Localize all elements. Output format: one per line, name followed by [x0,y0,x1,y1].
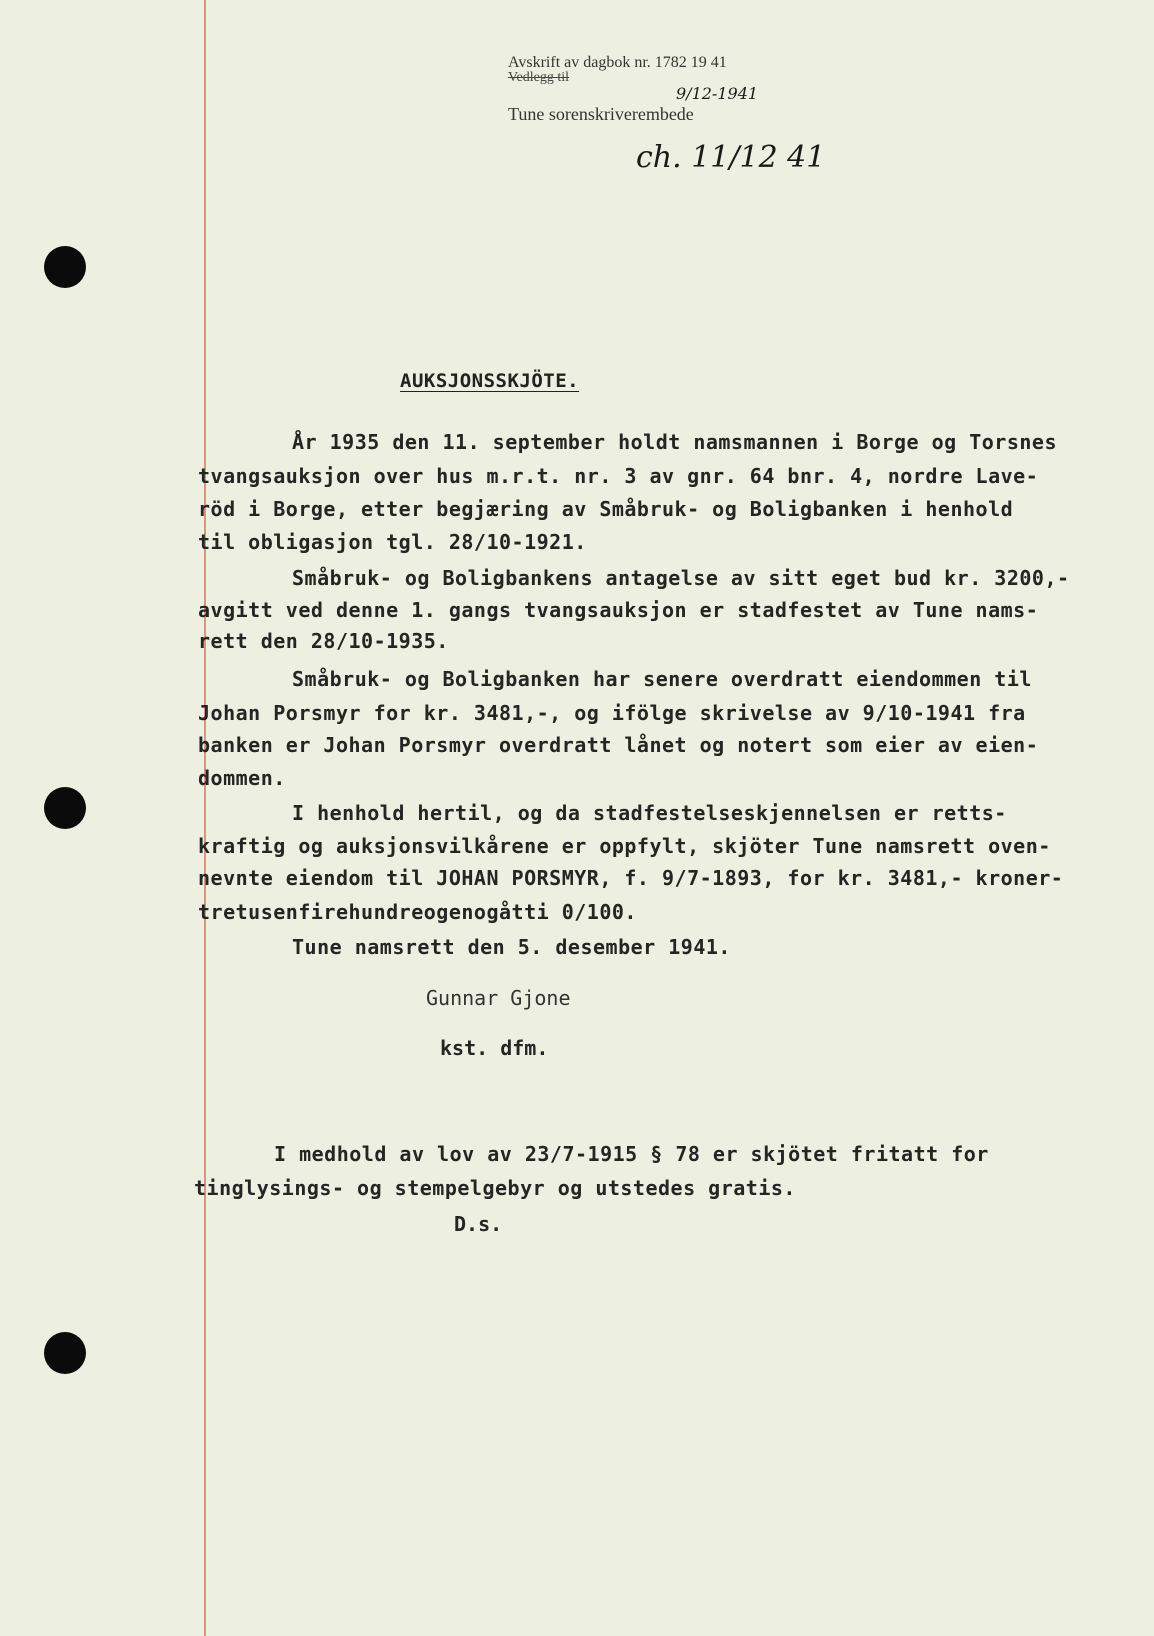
body-line-3: röd i Borge, etter begjæring av Småbruk- og Boligbanken i henhold [198,497,1014,521]
body-line-12: I henhold hertil, og da stadfestelseskjennelsen er retts- [292,801,1007,825]
note-line-2: tinglysings- og stempelgebyr og utstedes gratis. [194,1176,796,1200]
stamp-struck-word: Vedlegg til [508,70,570,85]
body-line-11: dommen. [198,766,286,790]
body-line-4: til obligasjon tgl. 28/10-1921. [198,530,587,554]
body-line-5: Småbruk- og Boligbankens antagelse av sitt eget bud kr. 3200,- [292,566,1070,590]
note-line-1: I medhold av lov av 23/7-1915 § 78 er skjötet fritatt for [274,1142,989,1166]
body-line-8: Småbruk- og Boligbanken har senere overdratt eiendommen til [292,667,1032,691]
body-line-7: rett den 28/10-1935. [198,629,449,653]
body-line-2: tvangsauksjon over hus m.r.t. nr. 3 av gnr. 64 bnr. 4, nordre Lave- [198,464,1039,488]
body-line-1: År 1935 den 11. september holdt namsmannen i Borge og Torsnes [292,430,1058,454]
punch-hole-middle [44,787,86,829]
signature-name: Gunnar Gjone [426,986,571,1010]
stamp-line-2: Tune sorenskriverembede [508,104,694,124]
closing-mark: D.s. [454,1212,503,1236]
handwritten-date: 9/12-1941 [676,84,759,103]
punch-hole-top [44,246,86,288]
document-title: AUKSJONSSKJÖTE. [400,370,580,392]
handwritten-initials: ch. 11/12 41 [636,140,826,175]
margin-line [204,0,206,1636]
body-line-13: kraftig og auksjonsvilkårene er oppfylt, skjöter Tune namsrett oven- [198,834,1051,858]
body-line-6: avgitt ved denne 1. gangs tvangsauksjon er stadfestet av Tune nams- [198,598,1039,622]
body-line-15: tretusenfirehundreogenogåtti 0/100. [198,900,637,924]
stamp-line-1: Avskrift av dagbok nr. 1782 19 41 [508,54,727,71]
body-line-14: nevnte eiendom til JOHAN PORSMYR, f. 9/7-1893, for kr. 3481,- kroner- [198,866,1064,890]
punch-hole-bottom [44,1332,86,1374]
body-line-16: Tune namsrett den 5. desember 1941. [292,935,731,959]
body-line-9: Johan Porsmyr for kr. 3481,-, og ifölge skrivelse av 9/10-1941 fra [198,701,1026,725]
signature-title: kst. dfm. [440,1036,549,1060]
body-line-10: banken er Johan Porsmyr overdratt lånet og notert som eier av eien- [198,733,1039,757]
